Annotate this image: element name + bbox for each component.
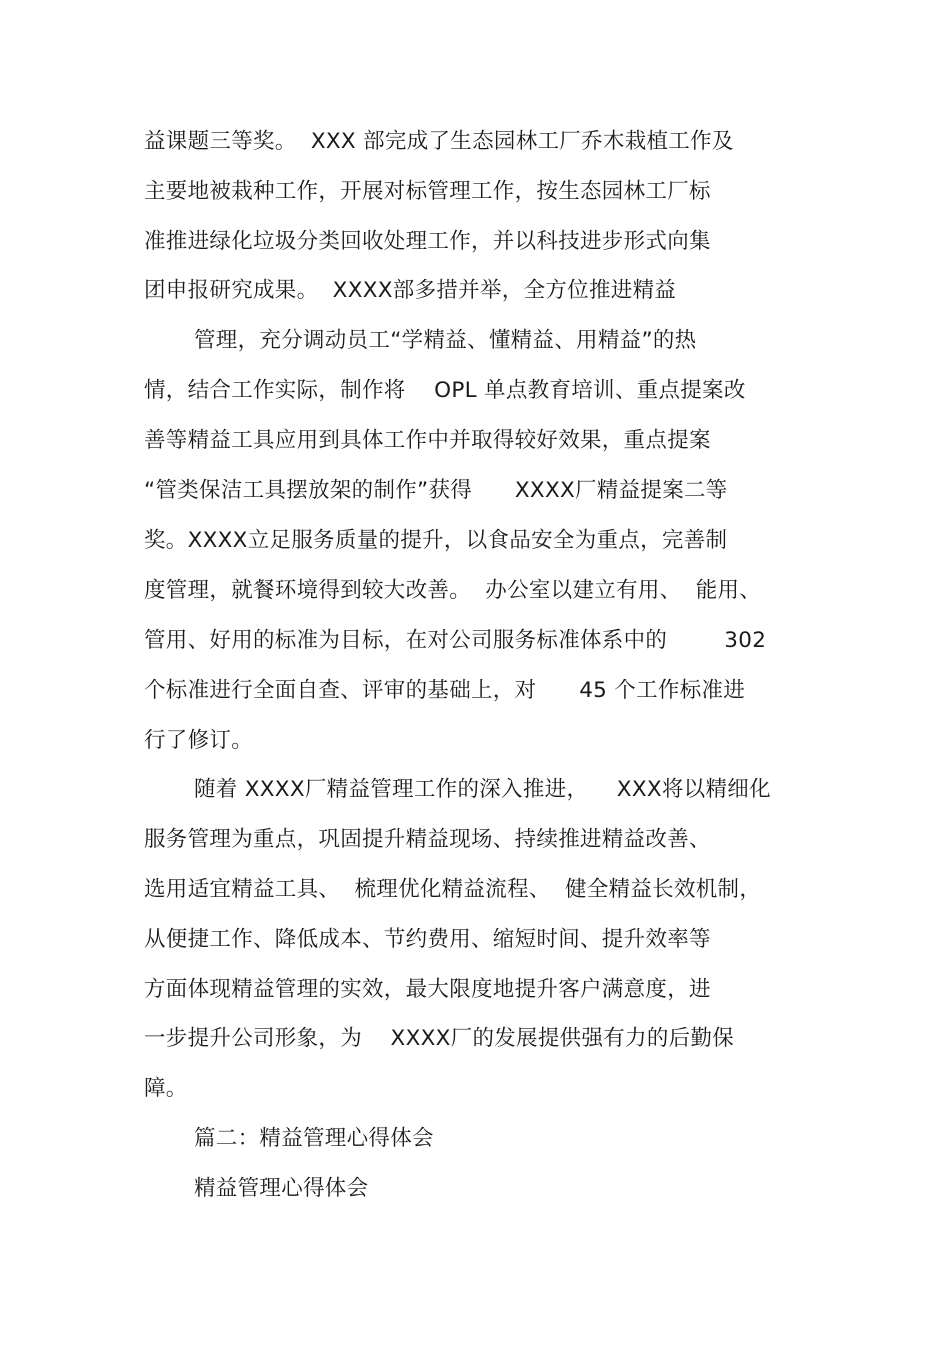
paragraph-line: 个标准进行全面自查、评审的基础上，对 45 个工作标准进	[144, 678, 746, 703]
section-heading: 篇二：精益管理心得体会	[194, 1126, 434, 1151]
paragraph-line: 主要地被栽种工作，开展对标管理工作，按生态园林工厂标	[144, 179, 711, 204]
paragraph-line: 奖。XXXX立足服务质量的提升，以食品安全为重点，完善制	[144, 528, 728, 553]
paragraph-line: 管用、好用的标准为目标，在对公司服务标准体系中的 302	[144, 628, 767, 653]
paragraph-line: 管理，充分调动员工“学精益、懂精益、用精益”的热	[194, 328, 697, 353]
paragraph-line: 准推进绿化垃圾分类回收处理工作，并以科技进步形式向集	[144, 229, 711, 254]
paragraph-line: 服务管理为重点，巩固提升精益现场、持续推进精益改善、	[144, 827, 711, 852]
paragraph-line: “管类保洁工具摆放架的制作”获得 XXXX厂精益提案二等	[144, 478, 728, 503]
article-title: 精益管理心得体会	[194, 1176, 369, 1201]
paragraph-line: 选用适宜精益工具、 梳理优化精益流程、 健全精益长效机制，	[144, 877, 762, 902]
paragraph-line: 一步提升公司形象，为 XXXX厂的发展提供强有力的后勤保	[144, 1026, 735, 1051]
paragraph-line: 度管理，就餐环境得到较大改善。 办公室以建立有用、 能用、	[144, 578, 762, 603]
paragraph-line: 随着 XXXX厂精益管理工作的深入推进， XXX将以精细化	[194, 777, 771, 802]
paragraph-line: 益课题三等奖。 XXX 部完成了生态园林工厂乔木栽植工作及	[144, 129, 734, 154]
paragraph-line: 方面体现精益管理的实效，最大限度地提升客户满意度，进	[144, 977, 711, 1002]
paragraph-line: 行了修订。	[144, 728, 254, 753]
paragraph-line: 情，结合工作实际，制作将 OPL 单点教育培训、重点提案改	[144, 378, 746, 403]
paragraph-line: 团申报研究成果。 XXXX部多措并举，全方位推进精益	[144, 278, 677, 303]
paragraph-line: 障。	[144, 1076, 188, 1101]
paragraph-line: 善等精益工具应用到具体工作中并取得较好效果，重点提案	[144, 428, 711, 453]
paragraph-line: 从便捷工作、降低成本、节约费用、缩短时间、提升效率等	[144, 927, 711, 952]
